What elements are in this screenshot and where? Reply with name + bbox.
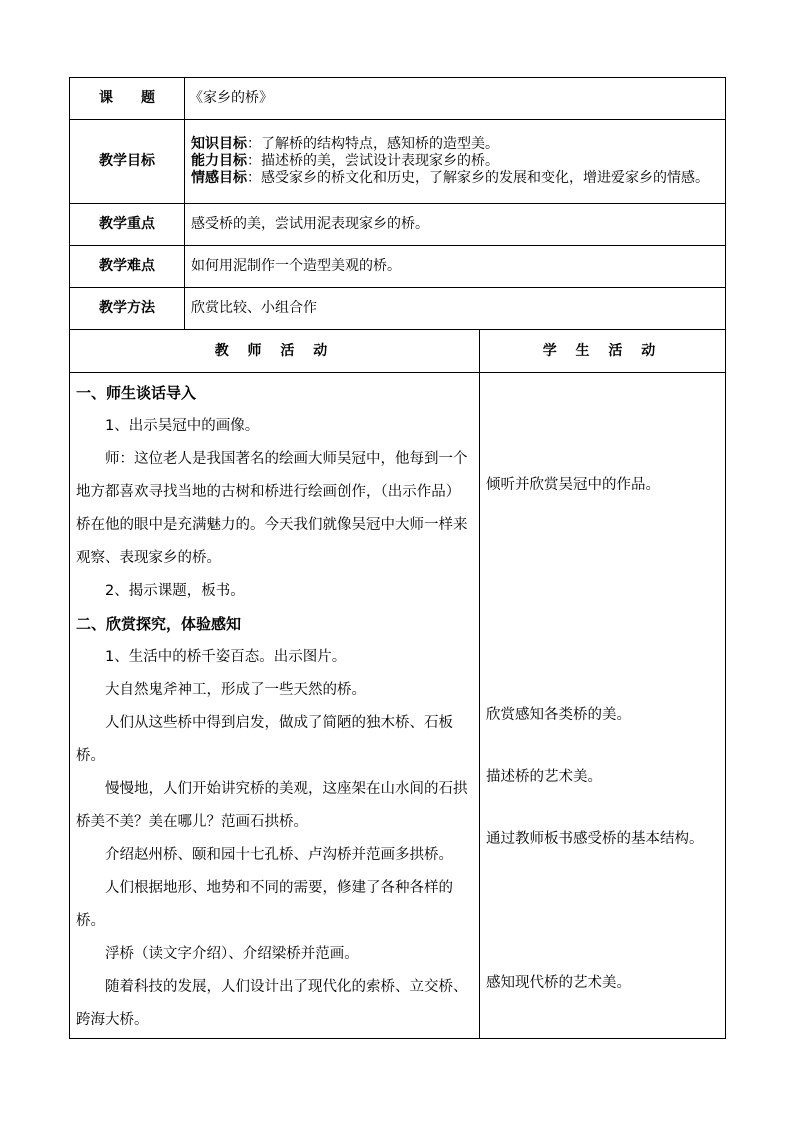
goal-knowledge [191, 136, 725, 153]
teacher-paragraph: 慢慢地，人们开始讲究桥的美观，这座架在山水间的石拱桥美不美？美在哪儿？范画石拱桥。 [76, 781, 468, 830]
lesson-plan-table [69, 77, 726, 1039]
student-activity-item: 感知现代桥的艺术美。 [486, 975, 631, 991]
topic-row [70, 78, 726, 120]
goals-row [70, 120, 726, 204]
method-row [70, 288, 726, 330]
student-activity-item: 倾听并欣赏吴冠中的作品。 [486, 477, 660, 493]
section-heading: 一、师生谈话导入 [76, 384, 197, 402]
column-header-row [70, 330, 726, 373]
teacher-paragraph: 浮桥（读文字介绍）、介绍梁桥并范画。 [105, 946, 359, 962]
teacher-paragraph: 随着科技的发展，人们设计出了现代化的索桥、立交桥、跨海大桥。 [76, 979, 468, 1028]
method-label: 教学方法 [70, 288, 185, 330]
goals-cell [185, 120, 726, 204]
difficulty-label: 教学难点 [70, 246, 185, 288]
teacher-paragraph: 师：这位老人是我国著名的绘画大师吴冠中，他每到一个地方都喜欢寻找当地的古树和桥进行绘画创作，（出示作品）桥在他的眼中是充满魅力的。今天我们就像吴冠中大师一样来观察、表现家乡的桥。 [76, 451, 468, 566]
teacher-paragraph: 1、生活中的桥千姿百态。出示图片。 [105, 649, 347, 665]
topic-label: 课 题 [70, 78, 185, 120]
teacher-paragraph: 2、揭示课题，板书。 [105, 583, 245, 599]
goal-text: ：了解桥的结构特点，感知桥的造型美。 [247, 136, 499, 152]
goals-label: 教学目标 [70, 120, 185, 204]
keypoint-label: 教学重点 [70, 204, 185, 246]
difficulty-row [70, 246, 726, 288]
keypoint-value: 感受桥的美，尝试用泥表现家乡的桥。 [185, 204, 726, 246]
teacher-paragraph: 人们根据地形、地势和不同的需要，修建了各种各样的桥。 [76, 880, 453, 929]
teacher-activity-cell [70, 373, 480, 1039]
difficulty-value: 如何用泥制作一个造型美观的桥。 [185, 246, 726, 288]
goal-text: ：感受家乡的桥文化和历史，了解家乡的发展和变化，增进爱家乡的情感。 [247, 170, 709, 186]
goal-ability [191, 153, 725, 170]
section-heading: 二、欣赏探究，体验感知 [76, 615, 242, 633]
goal-tag: 情感目标 [191, 170, 247, 186]
teacher-paragraph: 大自然鬼斧神工，形成了一些天然的桥。 [105, 682, 366, 698]
topic-value: 《家乡的桥》 [185, 78, 726, 120]
goal-tag: 知识目标 [191, 136, 247, 152]
activity-row [70, 373, 726, 1039]
keypoint-row [70, 204, 726, 246]
student-activity-item: 欣赏感知各类桥的美。 [486, 707, 631, 723]
teacher-paragraph: 人们从这些桥中得到启发，做成了简陋的独木桥、石板桥。 [76, 715, 453, 764]
student-column-header: 学 生 活 动 [480, 330, 726, 373]
teacher-column-header: 教 师 活 动 [70, 330, 480, 373]
teacher-paragraph: 介绍赵州桥、颐和园十七孔桥、卢沟桥并范画多拱桥。 [105, 847, 453, 863]
student-activity-cell [480, 373, 726, 1039]
goal-emotion [191, 170, 725, 187]
goal-text: ：描述桥的美，尝试设计表现家乡的桥。 [247, 153, 499, 169]
student-activity-item: 通过教师板书感受桥的基本结构。 [486, 831, 704, 847]
student-activity-item: 描述桥的艺术美。 [486, 769, 602, 785]
goal-tag: 能力目标 [191, 153, 247, 169]
teacher-paragraph: 1、出示吴冠中的画像。 [105, 418, 260, 434]
method-value: 欣赏比较、小组合作 [185, 288, 726, 330]
